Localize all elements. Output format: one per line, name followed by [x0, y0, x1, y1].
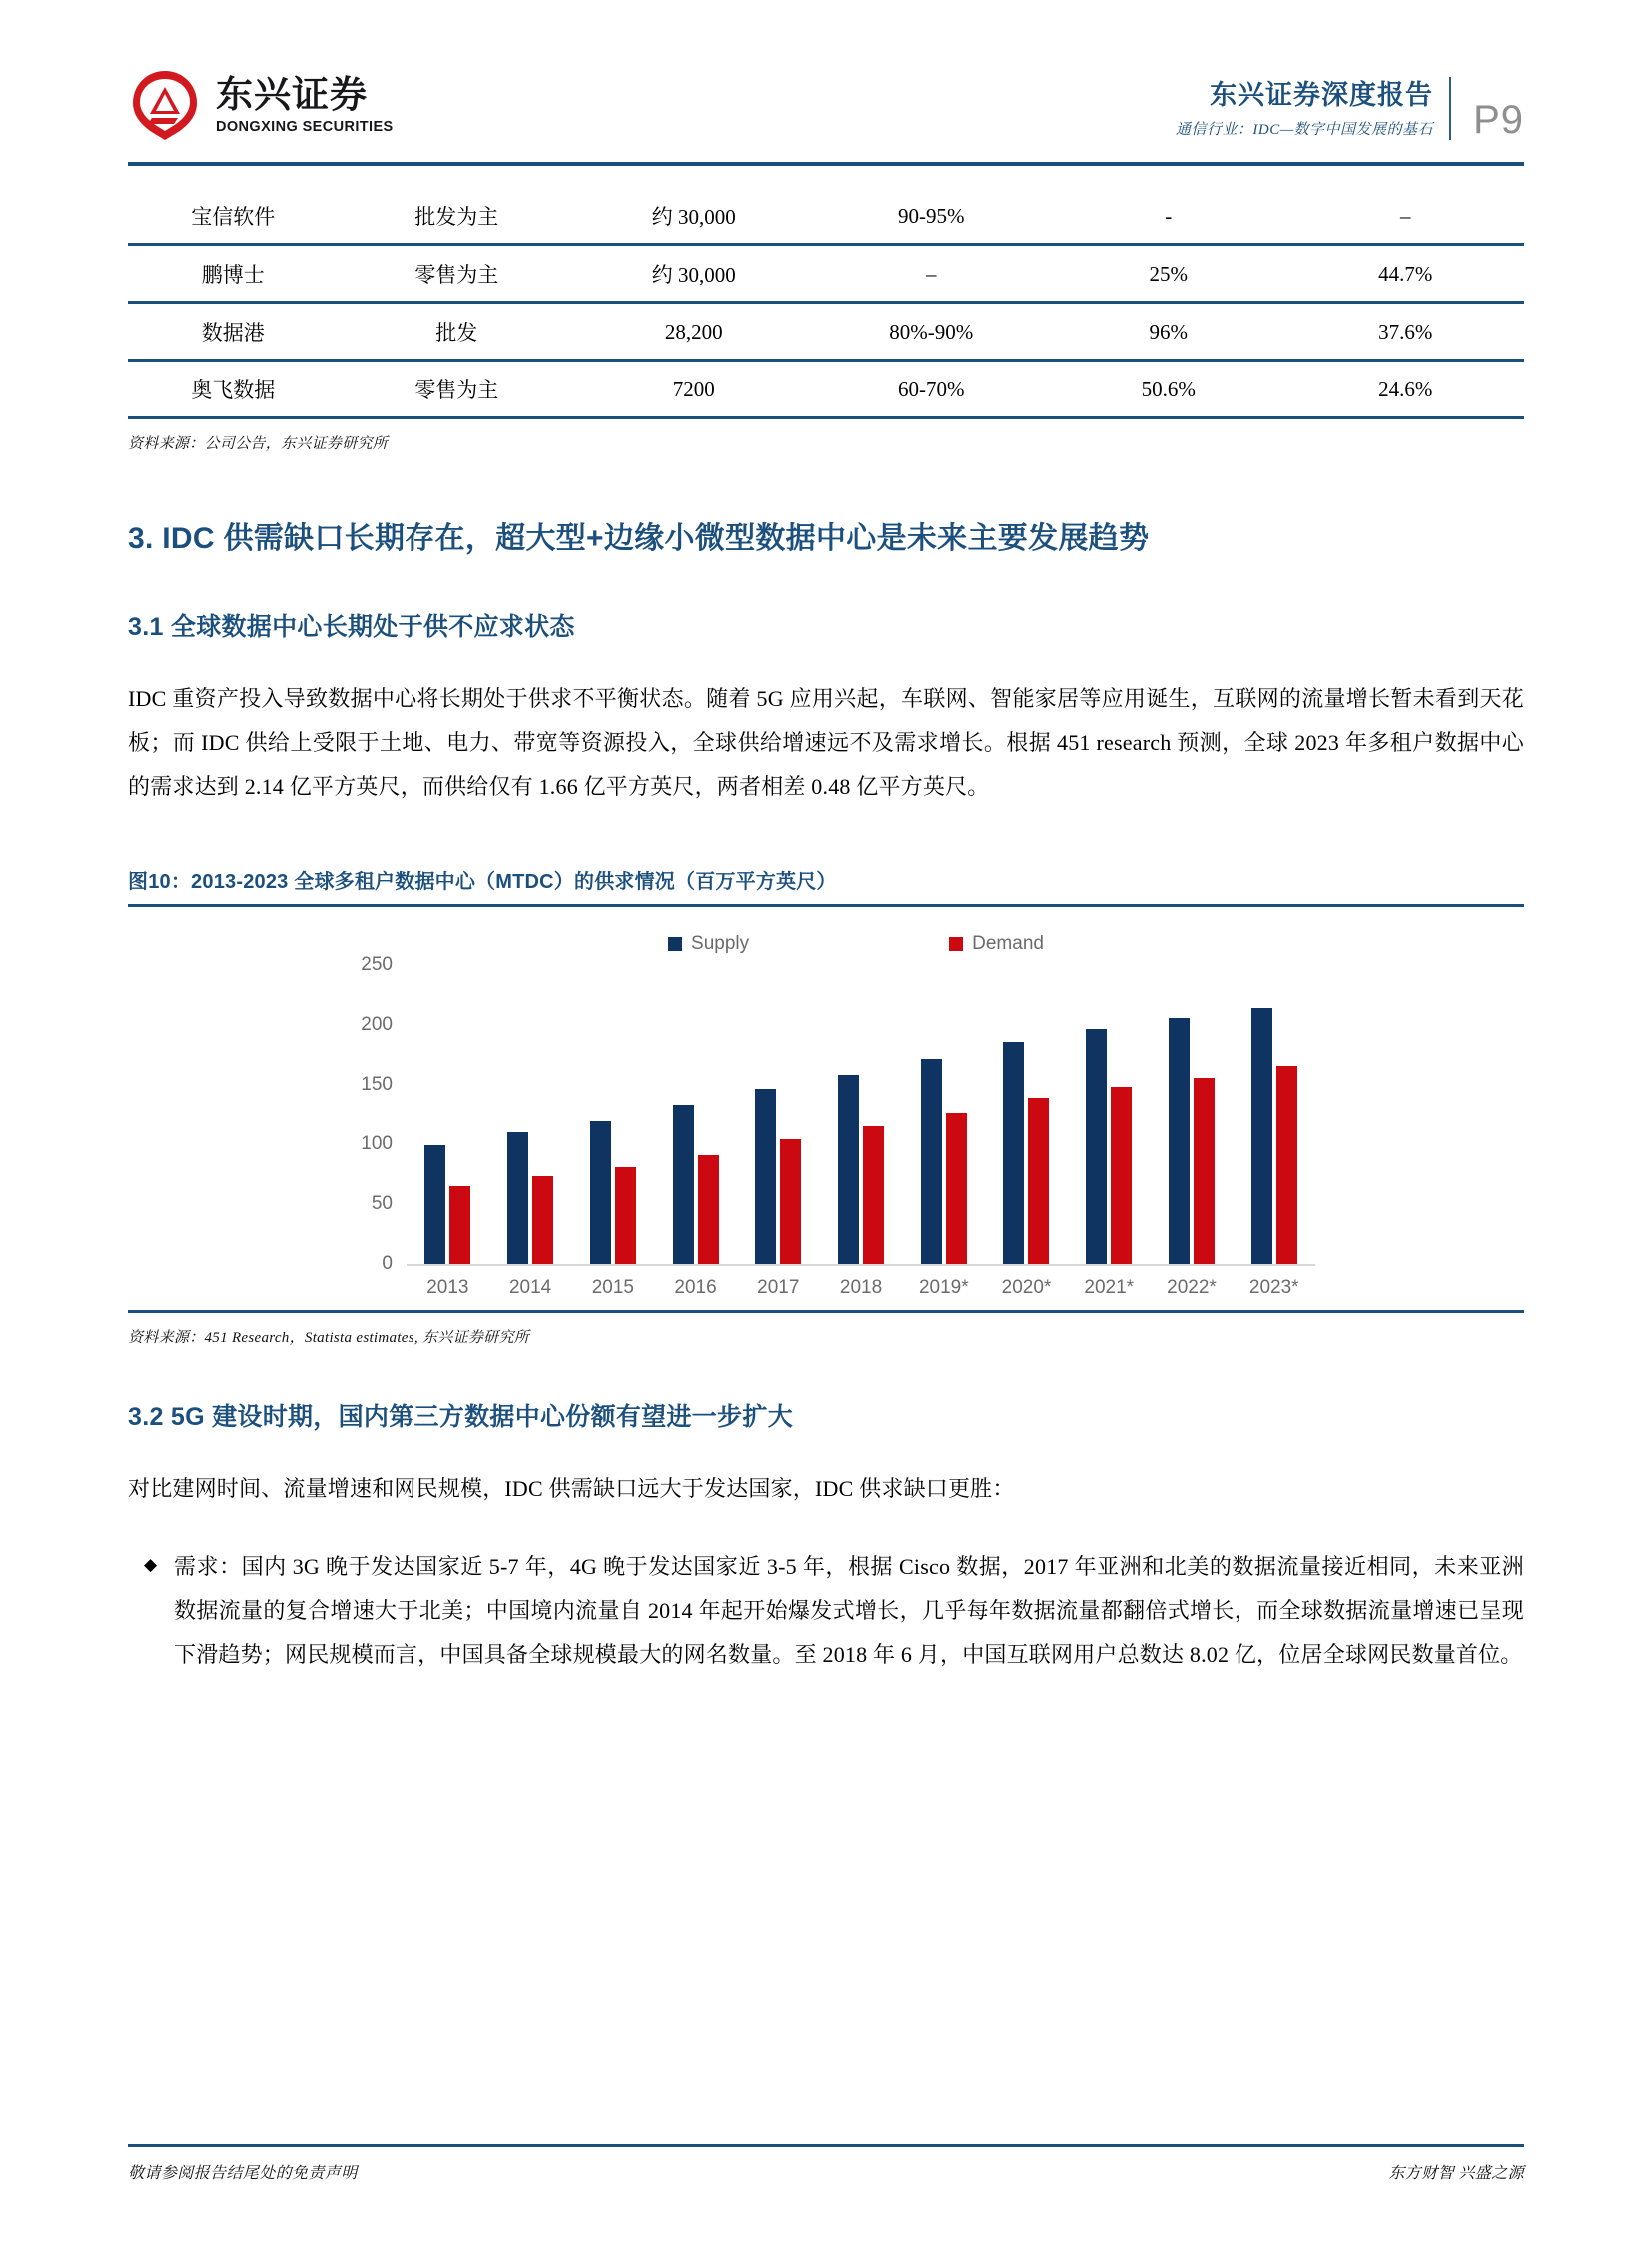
page-header: [128, 0, 1524, 148]
table-row: [128, 303, 1524, 361]
table-row: [128, 245, 1524, 303]
x-axis-label: 2015: [591, 1277, 634, 1298]
x-axis-label: 2021*: [1084, 1277, 1135, 1298]
x-axis-label: 2014: [508, 1277, 552, 1298]
bar-group: [838, 965, 884, 1264]
bar-supply-2017: [755, 1089, 776, 1264]
footer-divider: [128, 2144, 1524, 2147]
table-row: [128, 361, 1524, 418]
chart-plot-area: [361, 954, 1315, 1274]
cell-rate-c: –: [1286, 188, 1524, 245]
bullet-marker-icon: ◆: [144, 1555, 158, 1574]
bar-demand-2014: [532, 1176, 553, 1264]
section-heading-3-2: 3.2 5G 建设时期，国内第三方数据中心份额有望进一步扩大: [128, 1403, 793, 1431]
bar-group: [1086, 965, 1132, 1264]
cell-company: 奥飞数据: [128, 361, 338, 418]
bar-demand-2013: [449, 1186, 470, 1264]
legend-item-supply: [668, 933, 749, 955]
bar-demand-2021: [1111, 1087, 1132, 1264]
y-axis-tick: 250: [361, 954, 393, 975]
cell-rate-a: 90-95%: [812, 188, 1050, 245]
cell-rate-c: 37.6%: [1286, 303, 1524, 361]
figure-source-note: 资料来源：451 Research，Statista estimates, 东兴证券研究所: [128, 1330, 530, 1346]
bar-group: [673, 965, 719, 1264]
legend-item-demand: [949, 933, 1044, 955]
bar-demand-2018: [863, 1126, 884, 1264]
table-row: [128, 188, 1524, 245]
cell-rate-b: 50.6%: [1050, 361, 1287, 418]
list-item: [128, 1545, 1524, 1677]
cell-rate-b: -: [1050, 188, 1287, 245]
bar-group: [1003, 965, 1049, 1264]
x-axis-label: 2022*: [1167, 1277, 1217, 1298]
bar-group: [590, 965, 636, 1264]
bar-demand-2020: [1028, 1098, 1049, 1264]
header-divider: [128, 162, 1524, 166]
cell-rate-a: 60-70%: [812, 361, 1050, 418]
bar-supply-2016: [673, 1105, 694, 1264]
brand-name-en: DONGXING SECURITIES: [216, 118, 394, 135]
x-axis-label: 2018: [839, 1277, 883, 1298]
cell-cabinets: 约 30,000: [575, 245, 813, 303]
section-heading-3: 3. IDC 供需缺口长期存在，超大型+边缘小微型数据中心是未来主要发展趋势: [128, 522, 1150, 555]
bar-demand-2023: [1276, 1066, 1297, 1264]
cell-model: 零售为主: [338, 361, 575, 418]
idc-operators-table: [128, 188, 1524, 419]
x-axis-label: 2013: [426, 1277, 469, 1298]
footer-disclaimer: 敬请参阅报告结尾处的免责声明: [128, 2165, 358, 2182]
bar-supply-2022: [1169, 1018, 1190, 1264]
cell-cabinets: 7200: [575, 361, 813, 418]
cell-rate-b: 96%: [1050, 303, 1287, 361]
report-subtitle: 通信行业：IDC—数字中国发展的基石: [1175, 121, 1434, 138]
cell-rate-a: 80%-90%: [812, 303, 1050, 361]
brand-logo: [128, 68, 394, 148]
report-title: 东兴证券深度报告: [1210, 80, 1434, 111]
bar-supply-2021: [1086, 1029, 1107, 1264]
cell-rate-a: –: [812, 245, 1050, 303]
y-axis-tick: 200: [361, 1014, 393, 1035]
bar-supply-2020: [1003, 1042, 1024, 1264]
bar-supply-2018: [838, 1075, 859, 1264]
x-axis-label: 2023*: [1248, 1277, 1299, 1298]
x-axis-label: 2020*: [1001, 1277, 1052, 1298]
bar-group: [424, 965, 470, 1264]
footer-row: [128, 2160, 1524, 2183]
cell-company: 鹏博士: [128, 245, 338, 303]
bar-supply-2014: [507, 1132, 528, 1264]
cell-model: 批发为主: [338, 188, 575, 245]
cell-rate-c: 24.6%: [1286, 361, 1524, 418]
bar-demand-2017: [780, 1139, 801, 1264]
x-axis-label: 2016: [674, 1277, 717, 1298]
header-right-block: [1176, 77, 1524, 148]
report-titles: [1176, 77, 1451, 140]
bar-demand-2016: [698, 1155, 719, 1264]
brand-name-cn: 东兴证券: [216, 73, 368, 115]
bar-supply-2013: [424, 1145, 445, 1264]
paragraph-3-1: IDC 重资产投入导致数据中心将长期处于供求不平衡状态。随着 5G 应用兴起，车联网、智能家居等应用诞生，互联网的流量增长暂未看到天花板；而 IDC 供给上受限于土地、电力、带宽等资源投入，全球供给增速远不及需求增长。根据 451 research 预测，全球 2023 年多租户数据中心的需求达到 2.14 亿平方英尺，而供给仅有 1.66 亿平方英尺，两者相差 0.48 亿平方英尺。: [128, 686, 1524, 799]
bar-supply-2015: [590, 1121, 611, 1264]
cell-model: 零售为主: [338, 245, 575, 303]
bar-group: [755, 965, 801, 1264]
cell-company: 宝信软件: [128, 188, 338, 245]
table-body: [128, 188, 1524, 418]
cell-rate-c: 44.7%: [1286, 245, 1524, 303]
cell-model: 批发: [338, 303, 575, 361]
chart-x-axis: [407, 1277, 1315, 1299]
bar-supply-2019: [921, 1059, 942, 1264]
cell-rate-b: 25%: [1050, 245, 1287, 303]
legend-label-demand: Demand: [972, 933, 1044, 954]
figure-10-title: 图10：2013-2023 全球多租户数据中心（MTDC）的供求情况（百万平方英尺）: [128, 871, 837, 893]
x-axis-label: 2019*: [918, 1277, 969, 1298]
cell-cabinets: 约 30,000: [575, 188, 813, 245]
legend-swatch-demand: [949, 937, 963, 951]
cell-cabinets: 28,200: [575, 303, 813, 361]
dongxing-logo-icon: [128, 68, 202, 142]
bar-group: [507, 965, 553, 1264]
mtdc-supply-demand-chart: [327, 933, 1325, 1298]
bar-group: [1251, 965, 1297, 1264]
brand-text: [216, 73, 394, 135]
paragraph-3-2: 对比建网时间、流量增速和网民规模，IDC 供需缺口远大于发达国家，IDC 供求缺口更胜：: [128, 1476, 1015, 1501]
bar-group: [1169, 965, 1215, 1264]
bar-supply-2023: [1251, 1008, 1272, 1264]
figure-10-box: [128, 904, 1524, 1313]
bar-demand-2019: [946, 1113, 967, 1264]
chart-legend: [327, 933, 1325, 955]
x-axis-label: 2017: [757, 1277, 800, 1298]
section-heading-3-1: 3.1 全球数据中心长期处于供不应求状态: [128, 613, 575, 641]
footer-slogan: 东方财智 兴盛之源: [1388, 2165, 1524, 2182]
table-source-note: 资料来源：公司公告，东兴证券研究所: [128, 436, 389, 452]
cell-company: 数据港: [128, 303, 338, 361]
y-axis-tick: 150: [361, 1074, 393, 1095]
page-footer: [128, 2144, 1524, 2183]
y-axis-tick: 50: [371, 1193, 393, 1214]
y-axis-tick: 0: [382, 1253, 393, 1274]
bar-demand-2015: [615, 1167, 636, 1264]
bar-group: [921, 965, 967, 1264]
page-number: P9: [1473, 98, 1524, 142]
bar-demand-2022: [1194, 1078, 1215, 1264]
legend-swatch-supply: [668, 937, 682, 951]
bullet-text-demand: 需求：国内 3G 晚于发达国家近 5-7 年，4G 晚于发达国家近 3-5 年，根据 Cisco 数据，2017 年亚洲和北美的数据流量接近相同，未来亚洲数据流量的复合增速大于北美；中国境内流量自 2014 年起开始爆发式增长，几乎每年数据流量都翻倍式增长，而全球数据流量增速已呈现下滑趋势；网民规模而言，中国具备全球规模最大的网名数量。至 2018 年 6 月，中国互联网用户总数达 8.02 亿，位居全球网民数量首位。: [174, 1554, 1524, 1667]
chart-bars: [407, 965, 1315, 1264]
y-axis-tick: 100: [361, 1133, 393, 1154]
legend-label-supply: Supply: [691, 933, 750, 954]
